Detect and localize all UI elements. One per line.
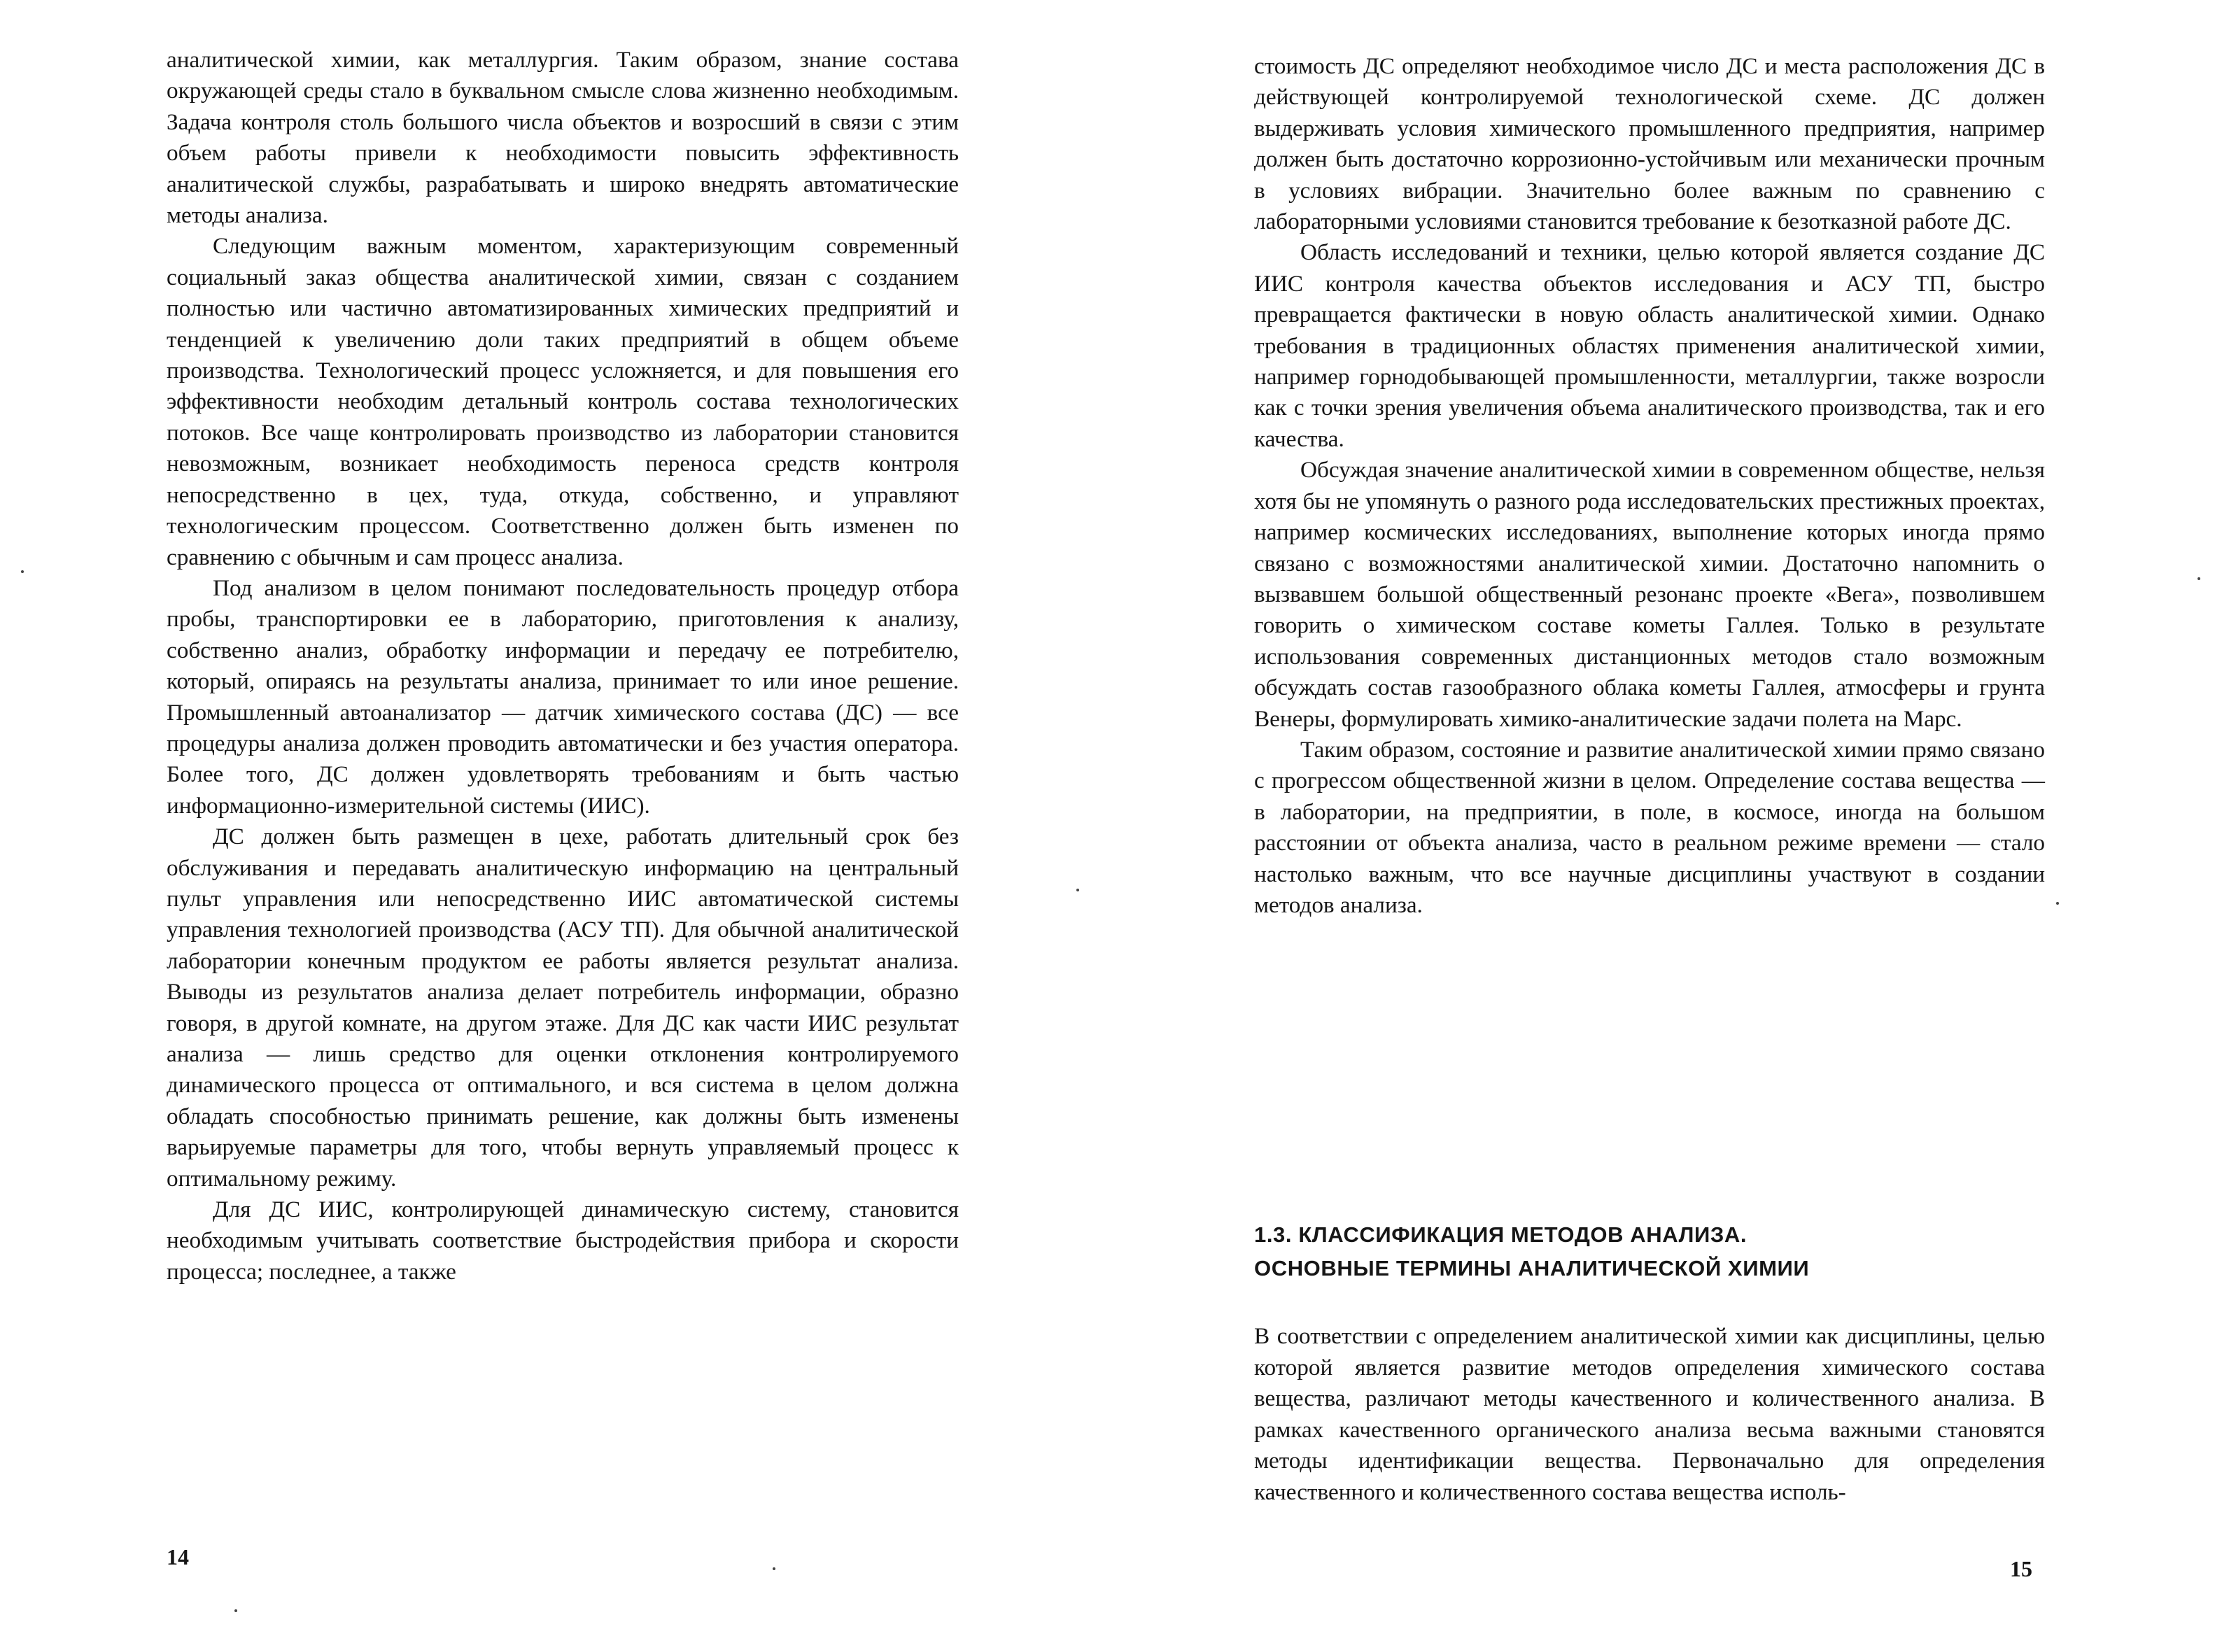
page-number-right: 15	[2010, 1556, 2032, 1581]
scan-speck	[1076, 889, 1079, 891]
left-page	[0, 0, 1107, 1652]
scan-speck	[773, 1567, 775, 1570]
paragraph: Область исследований и техники, целью которой является создание ДС ИИС контроля качества объектов исследования и АСУ ТП, быстро превращается фактически в новую область аналитической химии. Однако требования в традиционных областях применения аналитической химии, например горнодобывающей промышленности, металлургии, также возросли как с точки зрения увеличения объема аналитического производства, так и его качества.	[1254, 239, 2045, 452]
paragraph: аналитической химии, как металлургия. Таким образом, знание состава окружающей среды стало в буквальном смысле слова жизненно необходимым. Задача контроля столь большого числа объектов и возросший в связи с этим объем работы привели к необходимости повысить эффективность аналитической службы, разрабатывать и широко внедрять автоматические методы анализа.	[167, 47, 959, 229]
paragraph: В соответствии с определением аналитической химии как дисциплины, целью которой является развитие методов определения химического состава вещества, различают методы качественного и количественного анализа. В рамках качественного органического анализа весьма важными становятся методы идентификации вещества. Первоначально для определения качественного и количественного состава вещества исполь-	[1254, 1323, 2045, 1505]
section-heading-line: ОСНОВНЫЕ ТЕРМИНЫ АНАЛИТИЧЕСКОЙ ХИМИИ	[1254, 1256, 1810, 1280]
scan-speck	[2198, 577, 2200, 580]
paragraph: Следующим важным моментом, характеризующим современный социальный заказ общества аналитической химии, связан с созданием полностью или частично автоматизированных химических предприятий и тенденцией к увеличению доли таких предприятий в общем объеме производства. Технологический процесс усложняется, и для повышения его эффективности необходим детальный контроль состава технологических потоков. Все чаще контролировать производство из лаборатории становится невозможным, возникает необходимость переноса средств контроля непосредственно в цех, туда, откуда, собственно, и управляют технологическим процессом. Соответственно должен быть изменен по сравнению с обычным и сам процесс анализа.	[167, 233, 959, 570]
scan-speck	[21, 570, 24, 573]
paragraph: Таким образом, состояние и развитие аналитической химии прямо связано с прогрессом общественной жизни в целом. Определение состава вещества — в лаборатории, на предприятии, в поле, в космосе, иногда на большом расстоянии от объекта анализа, часто в реальном режиме времени — стало настолько важным, что все научные дисциплины участвуют в создании методов анализа.	[1254, 736, 2045, 918]
paragraph: стоимость ДС определяют необходимое число ДС и места расположения ДС в действующей контролируемой технологической схеме. ДС должен выдерживать условия химического промышленного предприятия, например должен быть достаточно коррозионно-устойчивым или механически прочным в условиях вибрации. Значительно более важным по сравнению с лабораторными условиями становится требование к безотказной работе ДС.	[1254, 53, 2045, 235]
scan-speck	[2056, 902, 2059, 905]
paragraph: Для ДС ИИС, контролирующей динамическую систему, становится необходимым учитывать соответствие быстродействия прибора и скорости процесса; последнее, а также	[167, 1196, 959, 1285]
section-body	[1254, 1321, 2045, 1509]
section-heading-line: 1.3. КЛАССИФИКАЦИЯ МЕТОДОВ АНАЛИЗА.	[1254, 1222, 1748, 1247]
paragraph: Под анализом в целом понимают последовательность процедур отбора пробы, транспортировки ее в лабораторию, приготовления к анализу, собственно анализ, обработку информации и передачу ее потребителю, который, опираясь на результаты анализа, принимает то или иное решение. Промышленный автоанализатор — датчик химического состава (ДС) — все процедуры анализа должен проводить автоматически и без участия оператора. Более того, ДС должен удовлетворять требованиям и быть частью информационно-измерительной системы (ИИС).	[167, 574, 959, 819]
right-page-body	[1254, 51, 2045, 921]
page-number-left: 14	[167, 1544, 189, 1569]
scan-speck	[234, 1609, 237, 1612]
paragraph: ДС должен быть размещен в цехе, работать длительный срок без обслуживания и передавать аналитическую информацию на центральный пульт управления или непосредственно ИИС автоматической системы управления технологией производства (АСУ ТП). Для обычной аналитической лаборатории конечным продуктом ее работы является результат анализа. Выводы из результатов анализа делает потребитель информации, образно говоря, в другой комнате, на другом этаже. Для ДС как части ИИС результат анализа — лишь средство для оценки отклонения контролируемого динамического процесса от оптимального, и вся система в целом должна обладать способностью принимать решение, как должны быть изменены варьируемые параметры для того, чтобы вернуть управляемый процесс к оптимальному режиму.	[167, 824, 959, 1192]
right-page	[1107, 0, 2215, 1652]
paragraph: Обсуждая значение аналитической химии в современном обществе, нельзя хотя бы не упомянуть о разного рода исследовательских престижных проектах, например космических исследованиях, выполнение которых иногда прямо связано с возможностями аналитической химии. Достаточно напомнить о вызвавшем большой общественный резонанс проекте «Вега», позволившем говорить о химическом составе кометы Галлея. Только в результате использования современных дистанционных методов стало возможным обсуждать состав газообразного облака кометы Галлея, атмосферы и грунта Венеры, формулировать химико-аналитические задачи полета на Марс.	[1254, 457, 2045, 732]
section-heading	[1254, 1218, 2045, 1285]
left-page-body	[167, 45, 959, 1287]
